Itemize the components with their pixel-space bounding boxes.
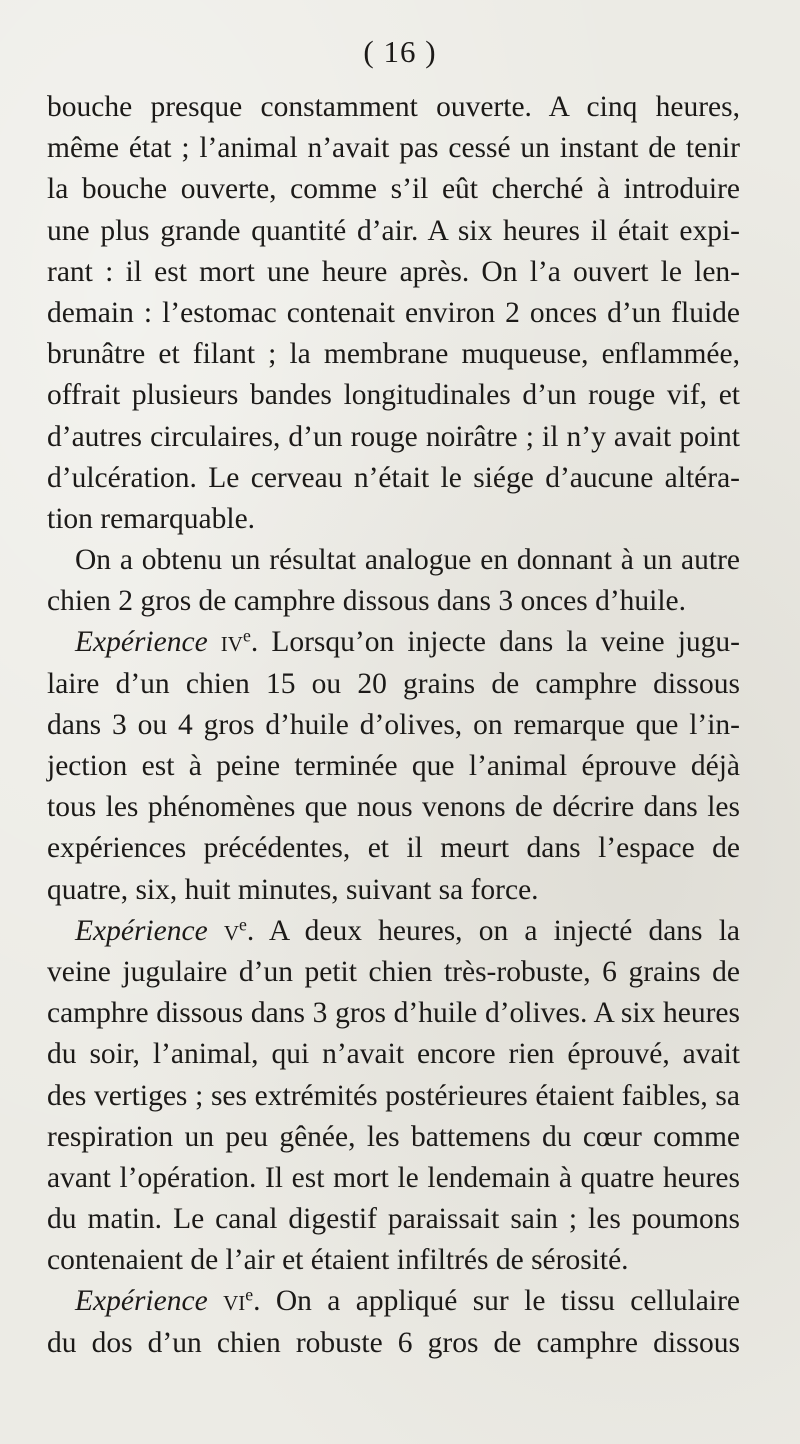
experience-heading-line: [47, 622, 740, 663]
experience-label: Expérience: [75, 1285, 208, 1318]
text-line: [47, 334, 740, 375]
line-text: bouche presque constamment ouverte. A cinq heures,: [47, 91, 740, 123]
line-text: On a obtenu un résultat analogue en donnant à un autre: [75, 544, 740, 577]
page-number: ( 16 ): [363, 34, 437, 69]
line-text: jection est à peine terminée que l’animal éprouve déjà: [47, 750, 740, 782]
line-text: . Lorsqu’on injecte dans la veine jugu-: [250, 626, 740, 659]
line-text: brunâtre et filant ; la membrane muqueuse, enflammée,: [47, 338, 740, 371]
line-text: du soir, l’animal, qui n’avait encore rien éprouvé, avait: [47, 1038, 740, 1071]
text-line: [47, 1158, 740, 1199]
text-line: [47, 828, 740, 869]
line-text: une plus grande quantité d’air. A six heures il était expi-: [47, 214, 740, 247]
text-line: [47, 211, 740, 252]
experience-ordinal-suffix: e: [239, 914, 247, 935]
text-line: [47, 417, 740, 458]
experience-numeral: v: [223, 914, 240, 947]
line-text: tous les phénomènes que nous venons de décrire dans les: [47, 791, 740, 824]
text-line: [47, 1323, 740, 1364]
text-line: [47, 870, 740, 911]
text-line: [47, 1076, 740, 1117]
text-line: [47, 293, 740, 334]
text-line: [47, 128, 740, 169]
text-line: [47, 252, 740, 293]
line-text: camphre dissous dans 3 gros d’huile d’olives. A six heures: [47, 997, 740, 1030]
experience-heading-line: [47, 1281, 740, 1322]
text-line: [47, 1034, 740, 1075]
text-line: [47, 746, 740, 787]
line-text: d’ulcération. Le cerveau n’était le siége d’aucune altéra-: [47, 461, 740, 494]
text-line: [47, 952, 740, 993]
line-text: du matin. Le canal digestif paraissait sain ; les poumons: [47, 1203, 740, 1236]
text-line: [47, 581, 740, 622]
line-text: expériences précédentes, et il meurt dans l’espace de: [47, 832, 740, 865]
line-text: des vertiges ; ses extrémités postérieures étaient faibles, sa: [47, 1079, 740, 1112]
experience-ordinal-suffix: e: [245, 1284, 254, 1305]
line-text: la bouche ouverte, comme s’il eût cherché à introduire: [47, 173, 740, 206]
text-line: [47, 1199, 740, 1240]
line-text: . On a appliqué sur le tissu cellulaire: [253, 1285, 741, 1318]
text-line: [47, 1240, 740, 1281]
text-line: [47, 1117, 740, 1158]
line-text: . A deux heures, on a injecté dans la: [246, 914, 741, 947]
line-text: tion remarquable.: [47, 502, 256, 535]
experience-label: Expérience: [75, 626, 208, 659]
line-text: rant : il est mort une heure après. On l’a ouvert le len-: [47, 255, 740, 288]
line-text: offrait plusieurs bandes longitudinales d’un rouge vif, et: [47, 379, 740, 412]
text-line: [47, 458, 740, 499]
text-line: [47, 169, 740, 210]
experience-label: Expérience: [75, 914, 208, 947]
line-text: d’autres circulaires, d’un rouge noirâtre ; il n’y avait point: [47, 420, 740, 453]
line-text: quatre, six, huit minutes, suivant sa force.: [47, 873, 539, 906]
line-text: contenaient de l’air et étaient infiltrés de sérosité.: [47, 1244, 629, 1277]
line-text: dans 3 ou 4 gros d’huile d’olives, on remarque que l’in-: [47, 708, 740, 741]
text-line: [47, 540, 740, 581]
line-text: laire d’un chien 15 ou 20 grains de camphre dissous: [47, 667, 740, 700]
text-line: [47, 787, 740, 828]
line-text: demain : l’estomac contenait environ 2 onces d’un fluide: [47, 296, 740, 329]
experience-heading-line: [47, 911, 740, 952]
experience-numeral: vi: [223, 1285, 246, 1318]
line-text: respiration un peu gênée, les battemens du cœur comme: [47, 1120, 740, 1153]
line-text: du dos d’un chien robuste 6 gros de camphre dissous: [47, 1326, 740, 1359]
text-line: [47, 375, 740, 416]
text-line: [47, 705, 740, 746]
body-text: [47, 87, 740, 1364]
line-text: avant l’opération. Il est mort le lendemain à quatre heures: [47, 1161, 740, 1194]
line-text: même état ; l’animal n’avait pas cessé un instant de tenir: [47, 132, 740, 165]
text-line: [47, 87, 740, 128]
text-line: [47, 499, 740, 540]
experience-ordinal-suffix: e: [242, 625, 251, 646]
line-text: veine jugulaire d’un petit chien très-robuste, 6 grains de: [47, 955, 740, 988]
text-line: [47, 993, 740, 1034]
experience-numeral: iv: [220, 626, 243, 659]
line-text: chien 2 gros de camphre dissous dans 3 onces d’huile.: [47, 585, 687, 618]
text-line: [47, 664, 740, 705]
